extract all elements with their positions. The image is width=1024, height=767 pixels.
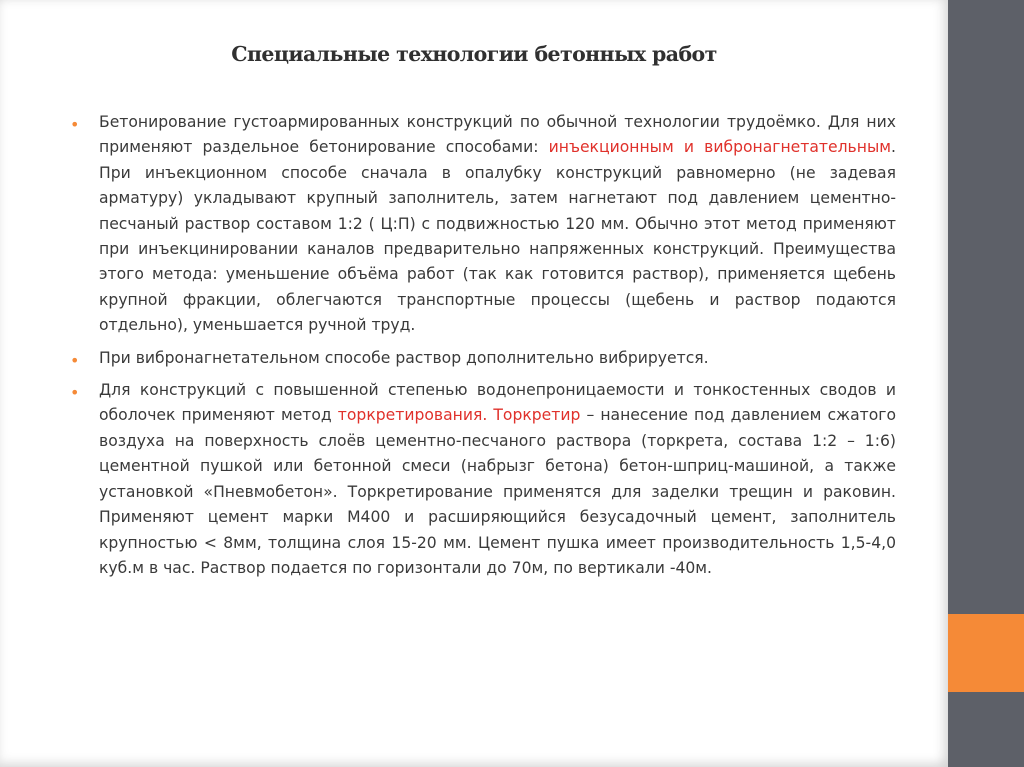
bullet-item — [70, 110, 896, 339]
side-decor-bar — [948, 0, 1024, 767]
bullet-text — [99, 378, 896, 581]
bullet-item — [70, 346, 896, 371]
bullet-dot-icon: • — [70, 350, 80, 370]
text-segment: – нанесение под давлением сжатого воздуха на поверхность слоёв цементно-песчаного раствора (торкрета, состава 1:2 – 1:6) цементной пушкой или бетонной смеси (набрызг бетона) бетон-шприц-машиной, а также установкой «Пневмобетон». Торкретирование применятся для заделки трещин и раковин. Применяют цемент марки М400 и расширяющийся безусадочный цемент, заполнитель крупностью < 8мм, толщина слоя 15-20 мм. Цемент пушка имеет производительность 1,5-4,0 куб.м в час. Раствор подается по горизонтали до 70м, по вертикали -40м. — [99, 406, 897, 577]
bullet-dot-icon: • — [70, 383, 80, 403]
text-segment: Для конструкций с повышенной степенью водонепроницаемости и тонкостенных сводов и оболочек применяют метод — [99, 381, 896, 425]
text-segment: Бетонирование густоармированных конструкций по обычной технологии трудоёмко. Для них применяют раздельное бетонирование способами: — [99, 113, 896, 157]
slide-title: Специальные технологии бетонных работ — [231, 42, 717, 66]
text-segment: . При инъекционном способе сначала в опалубку конструкций равномерно (не задевая арматуру) укладывают крупный заполнитель, затем нагнетают под давлением цементно-песчаный раствор составом 1:2 ( Ц:П) с подвижностью 120 мм. Обычно этот метод применяют при инъекцинировании каналов предварительно напряженных конструкций. Преимущества этого метода: уменьшение объёма работ (так как готовится раствор), применяется щебень крупной фракции, облегчаются транспортные процессы (щебень и раствор подаются отдельно), уменьшается ручной труд. — [99, 138, 896, 335]
bullet-text — [99, 110, 896, 339]
text-segment: При вибронагнетательном способе раствор дополнительно вибрируется. — [99, 348, 709, 367]
highlighted-term: торкретирования. Торкретир — [337, 406, 581, 425]
bullet-item — [70, 378, 896, 581]
bullet-list — [70, 110, 896, 588]
highlighted-term: инъекционным и вибронагнетательным — [548, 138, 892, 157]
bullet-dot-icon: • — [70, 115, 80, 134]
bullet-text — [99, 346, 896, 371]
side-accent-block — [948, 614, 1024, 692]
